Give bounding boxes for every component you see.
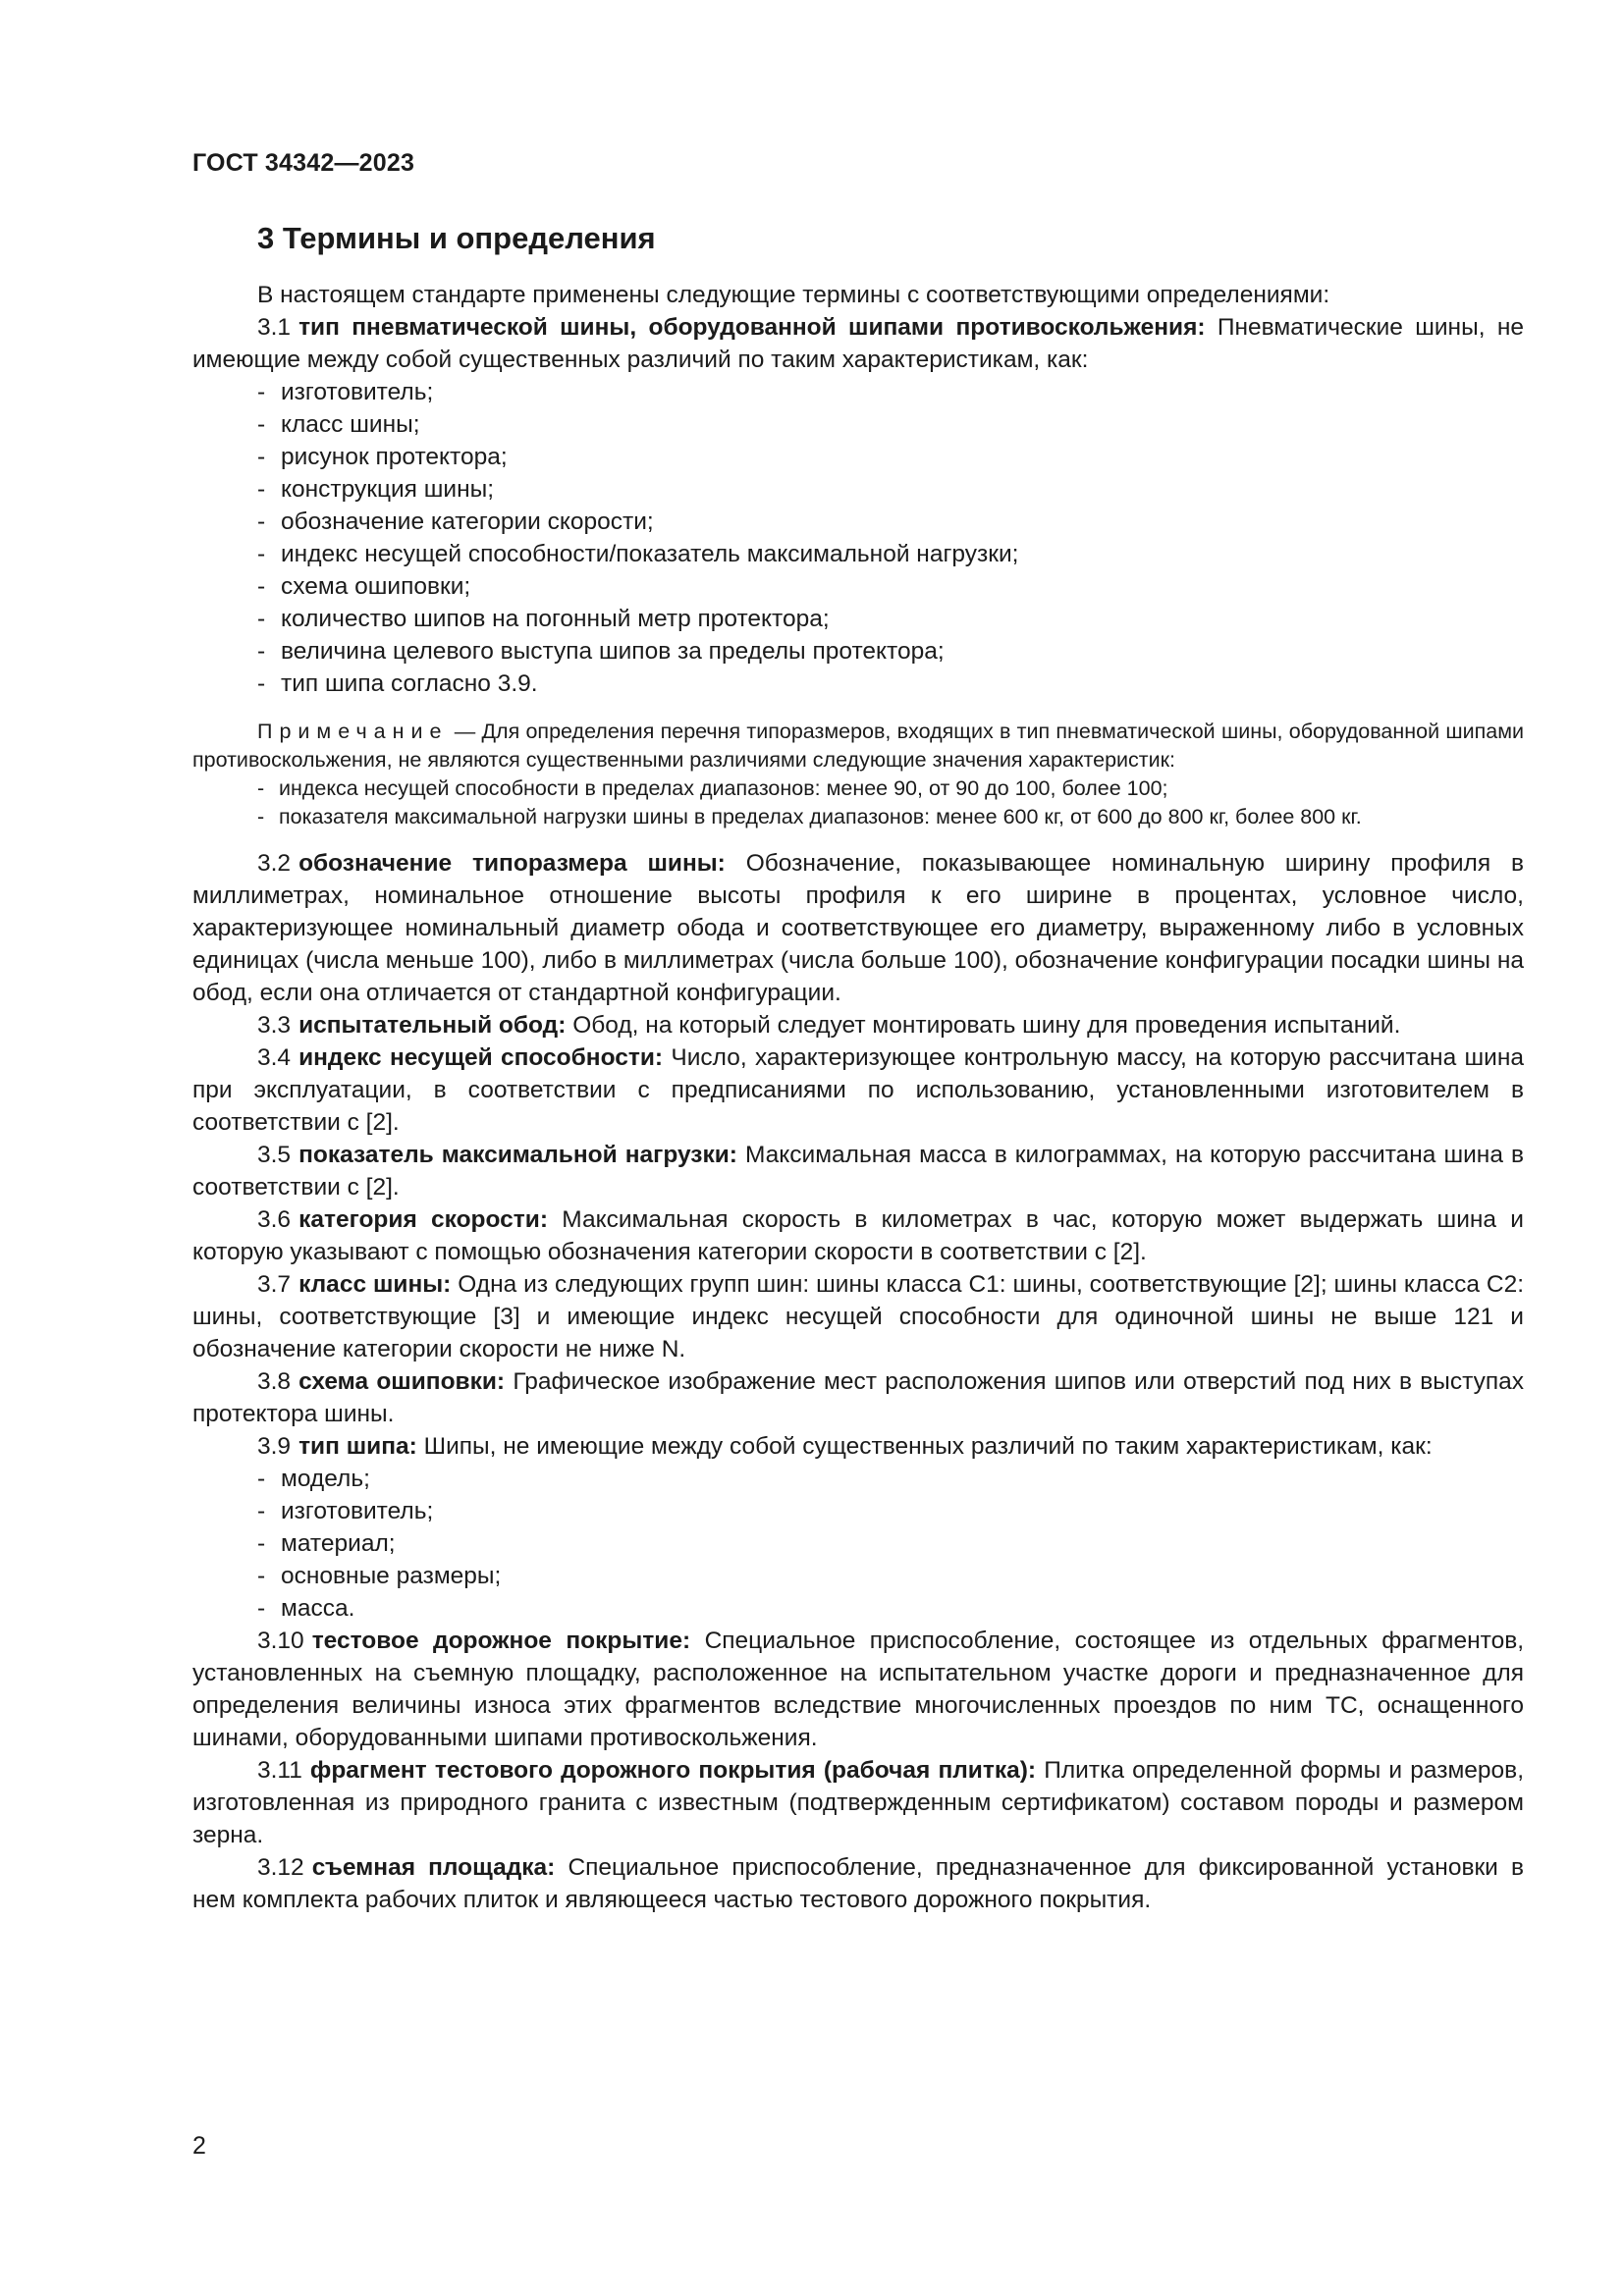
list-item: - величина целевого выступа шипов за пределы протектора; xyxy=(257,635,1524,667)
list-item: - тип шипа согласно 3.9. xyxy=(257,667,1524,700)
term-definition: Пневматические шины, не имеющие между собой существенных различий по таким характеристикам, как: xyxy=(192,314,1524,373)
term-3-8 xyxy=(192,1365,1524,1430)
term-definition: Обод, на который следует монтировать шину для проведения испытаний. xyxy=(572,1012,1401,1039)
term-number: 3.2 xyxy=(257,850,292,877)
document-content xyxy=(192,216,1524,1916)
note-list-item: - индекса несущей способности в пределах диапазонов: менее 90, от 90 до 100, более 100; xyxy=(257,774,1524,803)
note-list-item: - показателя максимальной нагрузки шины в пределах диапазонов: менее 600 кг, от 600 до 800 кг, более 800 кг. xyxy=(257,803,1524,831)
term-number: 3.12 xyxy=(257,1854,304,1881)
term-name: индекс несущей способности: xyxy=(298,1044,664,1071)
term-3-3 xyxy=(192,1009,1524,1041)
term-3-2 xyxy=(192,847,1524,1009)
term-number: 3.10 xyxy=(257,1628,304,1654)
list-item: - класс шины; xyxy=(257,408,1524,441)
term-3-7 xyxy=(192,1268,1524,1365)
term-3-11 xyxy=(192,1754,1524,1851)
list-item: - масса. xyxy=(257,1592,1524,1625)
term-3-12 xyxy=(192,1851,1524,1916)
term-definition: Обозначение, показывающее номинальную ширину профиля в миллиметрах, номинальное отношение высоты профиля к его ширине в процентах, условное число, характеризующее номинальный диаметр обода и соответствующее его диаметру, выраженному либо в условных единицах (числа меньше 100), либо в миллиметрах (числа больше 100), обозначение конфигурации посадки шины на обод, если она отличается от стандартной конфигурации. xyxy=(192,850,1525,1006)
term-definition: Плитка определенной формы и размеров, изготовленная из природного гранита с известным (подтвержденным сертификатом) составом породы и размером зерна. xyxy=(192,1757,1524,1848)
term-number: 3.1 xyxy=(257,314,292,341)
term-name: класс шины: xyxy=(298,1271,452,1298)
list-item: - рисунок протектора; xyxy=(257,441,1524,473)
term-definition: Графическое изображение мест расположения шипов или отверстий под них в выступах протектора шины. xyxy=(192,1368,1524,1427)
term-definition: Максимальная скорость в километрах в час, которую может выдержать шина и которую указывают с помощью обозначения категории скорости в соответствии с [2]. xyxy=(192,1206,1524,1265)
list-item: - обозначение категории скорости; xyxy=(257,506,1524,538)
list-item: - схема ошиповки; xyxy=(257,570,1524,603)
term-number: 3.7 xyxy=(257,1271,292,1298)
term-name: обозначение типоразмера шины: xyxy=(298,850,726,877)
term-name: испытательный обод: xyxy=(298,1012,567,1039)
list-item: - модель; xyxy=(257,1463,1524,1495)
term-number: 3.6 xyxy=(257,1206,292,1233)
term-name: тестовое дорожное покрытие: xyxy=(311,1628,691,1654)
term-number: 3.3 xyxy=(257,1012,292,1039)
term-definition: Специальное приспособление, предназначенное для фиксированной установки в нем комплекта рабочих плиток и являющееся частью тестового дорожного покрытия. xyxy=(192,1854,1524,1913)
standard-header: ГОСТ 34342—2023 xyxy=(192,149,415,177)
note-paragraph xyxy=(192,718,1524,774)
list-item: - конструкция шины; xyxy=(257,473,1524,506)
term-3-4 xyxy=(192,1041,1524,1139)
list-item: - основные размеры; xyxy=(257,1560,1524,1592)
term-number: 3.9 xyxy=(257,1433,292,1460)
section-title: 3 Термины и определения xyxy=(257,221,656,255)
term-name: фрагмент тестового дорожного покрытия (рабочая плитка): xyxy=(309,1757,1037,1784)
term-3-9 xyxy=(192,1430,1524,1463)
list-item: - количество шипов на погонный метр протектора; xyxy=(257,603,1524,635)
term-definition: Одна из следующих групп шин: шины класса С1: шины, соответствующие [2]; шины класса С2: шины, соответствующие [3] и имеющие индекс несущей способности для одиночной шины не выше 121 и обозначение категории скорости не ниже N. xyxy=(192,1271,1525,1362)
term-name: категория скорости: xyxy=(298,1206,548,1233)
term-number: 3.4 xyxy=(257,1044,292,1071)
term-name: схема ошиповки: xyxy=(298,1368,506,1395)
term-definition: Максимальная масса в килограммах, на которую рассчитана шина в соответствии с [2]. xyxy=(192,1142,1524,1201)
list-item: - изготовитель; xyxy=(257,376,1524,408)
term-definition: Специальное приспособление, состоящее из отдельных фрагментов, установленных на съемную площадку, расположенное на испытательном участке дороги и предназначенное для определения величины износа этих фрагментов вследствие многочисленных проездов по ним ТС, оснащенного шинами, оборудованными шипами противоскольжения. xyxy=(192,1628,1525,1751)
list-item: - изготовитель; xyxy=(257,1495,1524,1527)
term-3-6 xyxy=(192,1203,1524,1268)
term-definition: Шипы, не имеющие между собой существенных различий по таким характеристикам, как: xyxy=(423,1433,1433,1460)
term-number: 3.5 xyxy=(257,1142,292,1168)
note-list xyxy=(192,774,1524,831)
term-name: тип шипа: xyxy=(298,1433,417,1460)
term-number: 3.8 xyxy=(257,1368,292,1395)
term-3-5 xyxy=(192,1139,1524,1203)
term-name: съемная площадка: xyxy=(311,1854,556,1881)
term-3-1 xyxy=(192,311,1524,376)
term-3-10 xyxy=(192,1625,1524,1754)
term-name: тип пневматической шины, оборудованной шипами противоскольжения: xyxy=(298,314,1206,341)
term-3-9-list xyxy=(192,1463,1524,1625)
note-label: Примечание xyxy=(257,720,449,743)
note-block xyxy=(192,718,1524,831)
page-number: 2 xyxy=(192,2132,206,2160)
note-text: — Для определения перечня типоразмеров, входящих в тип пневматической шины, оборудованной шипами противоскольжения, не являются существенными различиями следующие значения характеристик: xyxy=(192,720,1524,772)
section-intro: В настоящем стандарте применены следующие термины с соответствующими определениями: xyxy=(257,282,1330,308)
term-3-1-list xyxy=(192,376,1524,700)
list-item: - материал; xyxy=(257,1527,1524,1560)
term-name: показатель максимальной нагрузки: xyxy=(298,1142,737,1168)
list-item: - индекс несущей способности/показатель максимальной нагрузки; xyxy=(257,538,1524,570)
term-number: 3.11 xyxy=(257,1757,302,1784)
term-definition: Число, характеризующее контрольную массу, на которую рассчитана шина при эксплуатации, в соответствии с предписаниями по использованию, установленными изготовителем в соответствии с [2]. xyxy=(192,1044,1525,1136)
